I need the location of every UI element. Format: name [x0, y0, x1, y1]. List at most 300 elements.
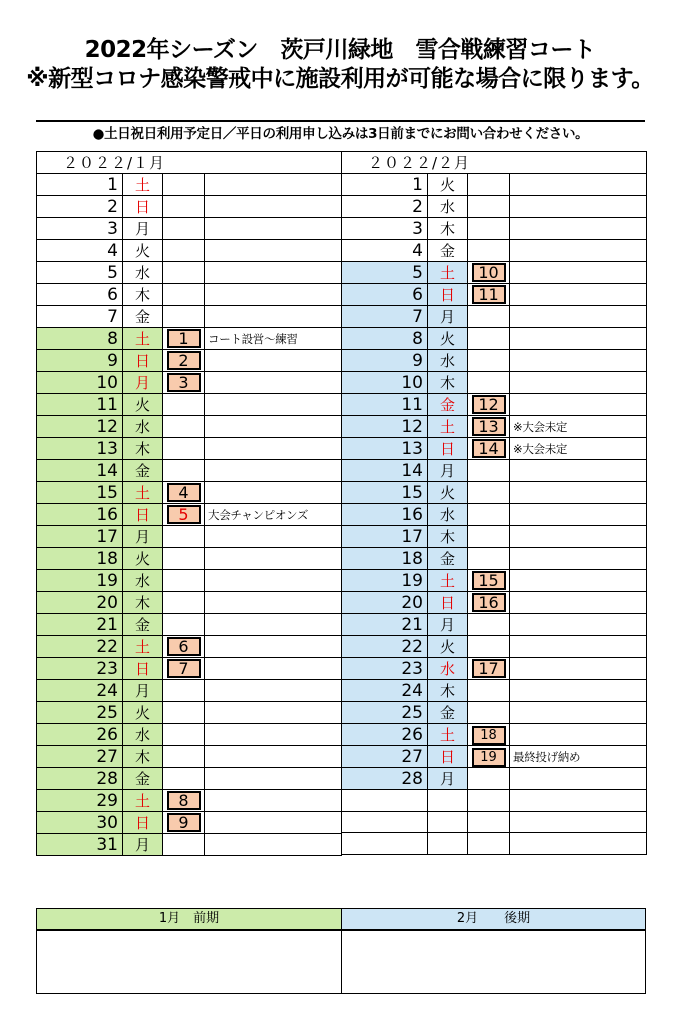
february-notes-box: [341, 930, 646, 994]
calendar-row: [37, 240, 342, 262]
period-footer: [36, 908, 646, 994]
session-cell: [163, 394, 205, 416]
session-cell: [468, 438, 510, 460]
calendar-row: [342, 196, 647, 218]
session-cell: [468, 394, 510, 416]
day-note: [510, 790, 647, 812]
calendar-row: [342, 240, 647, 262]
day-note: [205, 372, 342, 394]
session-cell: [468, 570, 510, 592]
weekday: 土: [123, 328, 163, 350]
day-note: [205, 658, 342, 680]
day-number: 18: [342, 548, 428, 570]
day-note: [510, 636, 647, 658]
calendar-row: [37, 724, 342, 746]
weekday: 月: [428, 306, 468, 328]
session-cell: [468, 724, 510, 746]
day-note: [510, 614, 647, 636]
weekday: [428, 790, 468, 812]
weekday: 土: [428, 262, 468, 284]
day-note: [510, 658, 647, 680]
session-number: 12: [472, 395, 506, 414]
day-number: 3: [37, 218, 123, 240]
day-number: 25: [37, 702, 123, 724]
day-number: 14: [342, 460, 428, 482]
calendar-row: [37, 482, 342, 504]
weekday: 水: [428, 196, 468, 218]
day-note: [205, 834, 342, 856]
day-note: [205, 284, 342, 306]
calendar-row: [37, 262, 342, 284]
session-cell: [163, 196, 205, 218]
day-note: [205, 570, 342, 592]
day-number: 24: [342, 680, 428, 702]
session-number: 14: [472, 439, 506, 458]
calendar-row: [37, 790, 342, 812]
calendar-row: [342, 702, 647, 724]
session-cell: [163, 702, 205, 724]
session-number: 13: [472, 417, 506, 436]
day-number: 11: [342, 394, 428, 416]
calendar-row: [342, 526, 647, 548]
calendar-row: [342, 328, 647, 350]
day-number: 3: [342, 218, 428, 240]
day-number: 23: [342, 658, 428, 680]
day-note: [205, 218, 342, 240]
weekday: 金: [123, 306, 163, 328]
weekday: 水: [123, 724, 163, 746]
session-cell: [163, 284, 205, 306]
session-number: 11: [472, 285, 506, 304]
day-number: 19: [37, 570, 123, 592]
day-number: 9: [37, 350, 123, 372]
session-cell: [468, 614, 510, 636]
day-note: [205, 306, 342, 328]
calendar-row: [37, 416, 342, 438]
day-number: 17: [37, 526, 123, 548]
session-cell: [468, 284, 510, 306]
calendar-row: [342, 460, 647, 482]
day-note: [510, 482, 647, 504]
session-cell: [163, 724, 205, 746]
calendar-row: [37, 702, 342, 724]
calendar-row: [37, 196, 342, 218]
day-number: 7: [342, 306, 428, 328]
calendar-row: [37, 834, 342, 856]
day-note: 最終投げ納め: [510, 746, 647, 768]
day-note: [510, 768, 647, 790]
calendar-row: [342, 438, 647, 460]
day-number: 28: [342, 768, 428, 790]
day-number: 9: [342, 350, 428, 372]
weekday: 日: [123, 350, 163, 372]
weekday: 金: [428, 702, 468, 724]
day-number: 6: [37, 284, 123, 306]
day-number: 7: [37, 306, 123, 328]
calendar-row: [37, 438, 342, 460]
divider: [36, 120, 645, 122]
session-cell: [468, 240, 510, 262]
day-note: [510, 196, 647, 218]
session-cell: [468, 592, 510, 614]
calendar-row: [37, 394, 342, 416]
day-number: 13: [37, 438, 123, 460]
day-note: [510, 394, 647, 416]
session-cell: [163, 504, 205, 526]
session-cell: [163, 614, 205, 636]
day-note: [205, 460, 342, 482]
calendar-row: [37, 350, 342, 372]
calendar-row: [342, 768, 647, 790]
day-number: 30: [37, 812, 123, 834]
calendar-row: [37, 504, 342, 526]
calendar-row: [37, 328, 342, 350]
weekday: 木: [428, 680, 468, 702]
weekday: 火: [123, 240, 163, 262]
weekday: 月: [123, 680, 163, 702]
weekday: 火: [123, 702, 163, 724]
weekday: 木: [123, 438, 163, 460]
day-number: 1: [342, 174, 428, 196]
day-note: [510, 833, 647, 855]
session-cell: [163, 570, 205, 592]
day-number: 16: [37, 504, 123, 526]
session-cell: [163, 636, 205, 658]
calendar-row: [342, 658, 647, 680]
weekday: 火: [428, 482, 468, 504]
calendar-row: [37, 812, 342, 834]
calendar-row: [37, 570, 342, 592]
session-cell: [468, 526, 510, 548]
day-note: [510, 592, 647, 614]
session-cell: [468, 833, 510, 855]
weekday: 月: [123, 834, 163, 856]
session-cell: [468, 372, 510, 394]
calendar-row: [37, 680, 342, 702]
day-number: 25: [342, 702, 428, 724]
day-number: 22: [342, 636, 428, 658]
day-number: 1: [37, 174, 123, 196]
session-cell: [163, 350, 205, 372]
day-number: 28: [37, 768, 123, 790]
day-note: [205, 724, 342, 746]
day-number: 12: [342, 416, 428, 438]
session-number: 6: [167, 637, 201, 656]
session-cell: [163, 790, 205, 812]
calendar-row: [342, 372, 647, 394]
session-cell: [163, 306, 205, 328]
day-note: [510, 680, 647, 702]
calendar-row: [37, 548, 342, 570]
session-cell: [163, 240, 205, 262]
day-number: 12: [37, 416, 123, 438]
day-note: ※大会未定: [510, 438, 647, 460]
session-cell: [163, 218, 205, 240]
session-cell: [163, 658, 205, 680]
session-cell: [468, 790, 510, 812]
day-number: 21: [342, 614, 428, 636]
session-cell: [163, 592, 205, 614]
day-number: 16: [342, 504, 428, 526]
calendar-row: [37, 614, 342, 636]
session-number: 9: [167, 813, 201, 832]
january-calendar: [36, 151, 342, 856]
weekday: 日: [123, 812, 163, 834]
calendar-row: [342, 262, 647, 284]
session-number: 16: [472, 593, 506, 612]
day-number: 6: [342, 284, 428, 306]
february-header: ２０２２/２月: [342, 152, 647, 174]
day-number: 13: [342, 438, 428, 460]
day-number: 22: [37, 636, 123, 658]
session-cell: [468, 680, 510, 702]
session-cell: [163, 174, 205, 196]
weekday: 月: [123, 526, 163, 548]
calendar-row: [37, 768, 342, 790]
session-number: 7: [167, 659, 201, 678]
day-note: [510, 504, 647, 526]
weekday: 月: [123, 372, 163, 394]
day-note: [510, 218, 647, 240]
day-note: [205, 548, 342, 570]
session-number: 5: [167, 505, 201, 524]
session-cell: [468, 746, 510, 768]
calendar-row: [37, 174, 342, 196]
day-number: 29: [37, 790, 123, 812]
day-number: 10: [37, 372, 123, 394]
day-number: 19: [342, 570, 428, 592]
january-header: ２０２２/１月: [37, 152, 342, 174]
page-subtitle: ※新型コロナ感染警戒中に施設利用が可能な場合に限ります。: [26, 66, 654, 92]
session-number: 15: [472, 571, 506, 590]
day-note: [510, 724, 647, 746]
day-number: 20: [342, 592, 428, 614]
day-number: 2: [37, 196, 123, 218]
weekday: 金: [428, 240, 468, 262]
weekday: 火: [428, 636, 468, 658]
day-number: 18: [37, 548, 123, 570]
day-note: [510, 262, 647, 284]
day-note: [205, 592, 342, 614]
session-cell: [468, 350, 510, 372]
session-cell: [163, 482, 205, 504]
day-number: 4: [37, 240, 123, 262]
day-number: [342, 833, 428, 855]
session-cell: [163, 526, 205, 548]
day-note: [510, 240, 647, 262]
calendar-row: [37, 460, 342, 482]
session-number: 3: [167, 373, 201, 392]
day-note: 大会チャンピオンズ: [205, 504, 342, 526]
session-cell: [163, 768, 205, 790]
calendar-row: [342, 548, 647, 570]
day-note: [510, 570, 647, 592]
calendar-row: [37, 636, 342, 658]
weekday: 水: [123, 570, 163, 592]
session-cell: [468, 328, 510, 350]
day-number: 4: [342, 240, 428, 262]
session-number: 10: [472, 263, 506, 282]
session-cell: [468, 262, 510, 284]
weekday: 土: [428, 724, 468, 746]
day-note: [205, 438, 342, 460]
day-note: [510, 460, 647, 482]
february-calendar: [341, 151, 647, 855]
weekday: 土: [123, 482, 163, 504]
weekday: 金: [123, 614, 163, 636]
weekday: 木: [428, 372, 468, 394]
session-cell: [163, 746, 205, 768]
session-number: 4: [167, 483, 201, 502]
calendar-row: [37, 284, 342, 306]
day-number: 15: [37, 482, 123, 504]
calendar-row: [342, 746, 647, 768]
weekday: 土: [428, 416, 468, 438]
weekday: 水: [123, 416, 163, 438]
calendar-row: [342, 482, 647, 504]
session-cell: [163, 372, 205, 394]
session-cell: [163, 416, 205, 438]
day-note: [205, 196, 342, 218]
day-note: [205, 812, 342, 834]
day-note: [205, 526, 342, 548]
weekday: 土: [123, 790, 163, 812]
calendar-row: [342, 394, 647, 416]
day-number: 17: [342, 526, 428, 548]
calendar-row: [37, 306, 342, 328]
session-number: 19: [472, 748, 506, 767]
weekday: 月: [428, 460, 468, 482]
weekday: 金: [428, 548, 468, 570]
calendar-row: [342, 614, 647, 636]
calendar-row: [342, 680, 647, 702]
session-cell: [468, 460, 510, 482]
day-note: [205, 614, 342, 636]
calendar-row: [37, 746, 342, 768]
session-cell: [468, 504, 510, 526]
day-note: [205, 416, 342, 438]
session-cell: [163, 548, 205, 570]
day-number: 26: [342, 724, 428, 746]
session-number: 18: [472, 726, 506, 745]
session-cell: [163, 812, 205, 834]
day-number: 15: [342, 482, 428, 504]
day-note: [510, 328, 647, 350]
calendar-row: [37, 658, 342, 680]
day-note: [205, 702, 342, 724]
weekday: [428, 833, 468, 855]
session-cell: [468, 702, 510, 724]
day-note: [510, 702, 647, 724]
day-note: [510, 526, 647, 548]
weekday: 日: [428, 592, 468, 614]
calendar-row: [342, 174, 647, 196]
day-number: 14: [37, 460, 123, 482]
weekday: 水: [428, 350, 468, 372]
day-number: 27: [342, 746, 428, 768]
calendar-row: [342, 218, 647, 240]
page-title: 2022年シーズン 茨戸川緑地 雪合戦練習コート: [84, 37, 596, 63]
day-note: [205, 636, 342, 658]
weekday: 火: [123, 394, 163, 416]
weekday: 日: [428, 438, 468, 460]
session-number: 8: [167, 791, 201, 810]
calendar-row: [342, 570, 647, 592]
session-cell: [468, 811, 510, 833]
weekday: 木: [428, 526, 468, 548]
day-note: [510, 372, 647, 394]
day-note: ※大会未定: [510, 416, 647, 438]
day-note: [205, 394, 342, 416]
calendar-row: [37, 592, 342, 614]
weekday: 月: [428, 768, 468, 790]
weekday: 木: [123, 284, 163, 306]
weekday: 木: [428, 218, 468, 240]
weekday: 木: [123, 592, 163, 614]
session-cell: [163, 834, 205, 856]
weekday: 土: [123, 174, 163, 196]
day-note: [205, 262, 342, 284]
day-number: 8: [37, 328, 123, 350]
day-note: [205, 174, 342, 196]
day-note: [510, 174, 647, 196]
session-number: 2: [167, 351, 201, 370]
weekday: 日: [123, 658, 163, 680]
day-number: 24: [37, 680, 123, 702]
calendar-row: [342, 636, 647, 658]
session-cell: [468, 306, 510, 328]
day-number: [342, 811, 428, 833]
day-number: 5: [37, 262, 123, 284]
weekday: [428, 811, 468, 833]
day-number: 23: [37, 658, 123, 680]
weekday: 火: [428, 174, 468, 196]
weekday: 木: [123, 746, 163, 768]
day-number: 27: [37, 746, 123, 768]
day-note: [205, 768, 342, 790]
day-number: [342, 790, 428, 812]
weekday: 水: [123, 262, 163, 284]
day-note: [510, 306, 647, 328]
weekday: 日: [123, 196, 163, 218]
session-cell: [468, 768, 510, 790]
day-number: 21: [37, 614, 123, 636]
session-cell: [163, 328, 205, 350]
calendar-row: [342, 833, 647, 855]
day-note: [510, 548, 647, 570]
notice-text: ●土日祝日利用予定日／平日の利用申し込みは3日前までにお問い合わせください。: [92, 126, 589, 142]
weekday: 月: [123, 218, 163, 240]
weekday: 日: [428, 284, 468, 306]
weekday: 水: [428, 504, 468, 526]
weekday: 金: [428, 394, 468, 416]
session-number: 17: [472, 659, 506, 678]
calendar-row: [342, 811, 647, 833]
calendar-row: [37, 372, 342, 394]
day-note: コート設営～練習: [205, 328, 342, 350]
session-cell: [163, 262, 205, 284]
session-cell: [468, 218, 510, 240]
calendar-row: [342, 350, 647, 372]
calendar-row: [342, 790, 647, 812]
weekday: 月: [428, 614, 468, 636]
day-note: [510, 811, 647, 833]
calendar-row: [342, 284, 647, 306]
day-number: 11: [37, 394, 123, 416]
calendar-row: [342, 504, 647, 526]
day-number: 26: [37, 724, 123, 746]
session-cell: [468, 658, 510, 680]
